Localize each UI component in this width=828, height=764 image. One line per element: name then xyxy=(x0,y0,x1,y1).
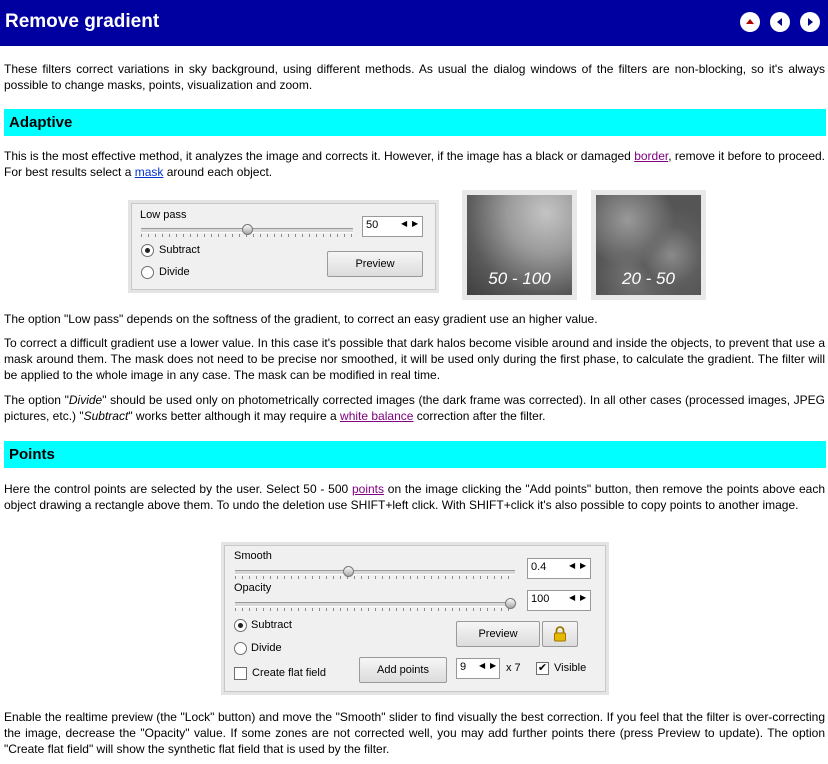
divide-term: Divide xyxy=(68,393,103,407)
divide-label: Divide xyxy=(251,642,282,654)
visible-checkbox[interactable]: ✔ xyxy=(537,662,548,674)
border-link[interactable]: border xyxy=(634,149,669,163)
text: " should be used only on photometrically corrected images (the dark frame was corrected). In all other cases (processed images, JPEG pictures, etc.) " xyxy=(4,393,825,423)
low-pass-value: 50 xyxy=(366,219,379,231)
opacity-ticks xyxy=(235,608,515,611)
subtract-radio[interactable] xyxy=(141,244,154,257)
low-pass-label: Low pass xyxy=(140,209,187,221)
smooth-spinbox[interactable] xyxy=(527,558,591,579)
preview-button[interactable]: Preview xyxy=(456,621,540,647)
smooth-track xyxy=(235,570,515,575)
page-header xyxy=(0,0,828,46)
lock-button[interactable] xyxy=(542,621,578,647)
back-icon[interactable] xyxy=(770,12,790,32)
increment-icon[interactable]: ▶ xyxy=(490,661,497,670)
opacity-slider[interactable] xyxy=(505,598,516,609)
create-flat-field-label: Create flat field xyxy=(252,667,326,679)
create-flat-field-checkbox[interactable] xyxy=(234,667,247,680)
decrement-icon[interactable]: ◀ xyxy=(479,661,486,670)
opacity-track xyxy=(235,602,515,607)
low-pass-spinbox[interactable] xyxy=(362,216,423,237)
text: Here the control points are selected by the user. Select 50 - 500 xyxy=(4,482,352,496)
image-caption: 20 - 50 xyxy=(622,269,675,288)
increment-icon[interactable]: ▶ xyxy=(412,219,419,228)
example-image-20-50 xyxy=(596,195,701,295)
text: " works better although it may require a xyxy=(128,409,341,423)
subtract-term: Subtract xyxy=(83,409,129,423)
text: correction after the filter. xyxy=(413,409,546,423)
increment-icon[interactable]: ▶ xyxy=(580,561,587,570)
text: on the image clicking the "Add points" button, then remove the points above each object drawing a rectangle above them. To undo the deletion use SHIFT+left click. With SHIFT+click it's also possible to copy points to another image. xyxy=(4,482,826,512)
lock-icon xyxy=(553,626,567,642)
section-title: Adaptive xyxy=(9,114,73,131)
decrement-icon[interactable]: ◀ xyxy=(569,561,576,570)
forward-icon[interactable] xyxy=(800,12,820,32)
opacity-value: 100 xyxy=(531,593,550,605)
text: , remove it before to proceed. For best results select a xyxy=(4,149,826,179)
points-description xyxy=(4,481,825,513)
grid-suffix: x 7 xyxy=(506,662,521,674)
text: around each object. xyxy=(163,165,273,179)
intro-text: These filters correct variations in sky background, using different methods. As usual the dialog windows of the filters are non-blocking, so it's always possible to change masks, points, visualization and zoom. xyxy=(4,62,825,92)
points-link[interactable]: points xyxy=(351,482,384,496)
difficult-gradient-text: To correct a difficult gradient use a lower value. In this case it's possible that dark halos become visible around and inside the objects, to prevent that use a mask around them. The mask does not need to be precise nor smoothed, it will be used only during the first phase, to calculate the gradient. The filter will be applied to the whole image in any case. The mask can be modified in real time. xyxy=(4,336,825,382)
section-title: Points xyxy=(9,446,55,463)
subtract-radio[interactable] xyxy=(234,619,247,632)
increment-icon[interactable]: ▶ xyxy=(580,593,587,602)
smooth-label: Smooth xyxy=(234,550,272,562)
section-adaptive xyxy=(4,109,826,136)
decrement-icon[interactable]: ◀ xyxy=(569,593,576,602)
text: This is the most effective method, it analyzes the image and corrects it. However, if the image has a black or damaged xyxy=(4,149,635,163)
text: The option " xyxy=(4,393,69,407)
example-image-50-100 xyxy=(467,195,572,295)
decrement-icon[interactable]: ◀ xyxy=(401,219,408,228)
grid-value: 9 xyxy=(460,661,467,673)
opacity-spinbox[interactable] xyxy=(527,590,591,611)
visible-label: Visible xyxy=(554,662,587,674)
low-pass-explanation: The option "Low pass" depends on the softness of the gradient, to correct an easy gradient use an higher value. xyxy=(4,312,598,326)
grid-size-spinbox[interactable] xyxy=(456,658,500,679)
add-points-button[interactable]: Add points xyxy=(359,657,447,683)
page-title: Remove gradient xyxy=(5,11,160,32)
white-balance-link[interactable]: white balance xyxy=(340,409,414,423)
points-usage-text: Enable the realtime preview (the "Lock" button) and move the "Smooth" slider to find visually the best correction. If you feel that the filter is over-correcting the image, decrease the "Opacity" value. If some zones are not corrected well, you may add further points there (press Preview to update). The option "Create flat field" will show the synthetic flat field that is used by the filter. xyxy=(4,710,825,756)
adaptive-dialog xyxy=(131,203,436,290)
divide-radio[interactable] xyxy=(141,266,154,279)
mask-link[interactable]: mask xyxy=(134,165,164,179)
preview-button[interactable]: Preview xyxy=(327,251,423,277)
smooth-value: 0.4 xyxy=(531,561,547,573)
smooth-slider[interactable] xyxy=(343,566,354,577)
image-caption: 50 - 100 xyxy=(488,269,551,288)
subtract-label: Subtract xyxy=(251,619,292,631)
smooth-ticks xyxy=(235,576,515,579)
opacity-label: Opacity xyxy=(234,582,272,594)
low-pass-slider[interactable] xyxy=(242,224,253,235)
divide-radio[interactable] xyxy=(234,642,247,655)
section-points xyxy=(4,441,826,468)
subtract-label: Subtract xyxy=(159,244,200,256)
divide-label: Divide xyxy=(159,266,190,278)
up-icon[interactable] xyxy=(740,12,760,32)
divide-subtract-text xyxy=(4,392,825,424)
points-dialog xyxy=(224,545,606,692)
adaptive-description xyxy=(4,148,825,180)
